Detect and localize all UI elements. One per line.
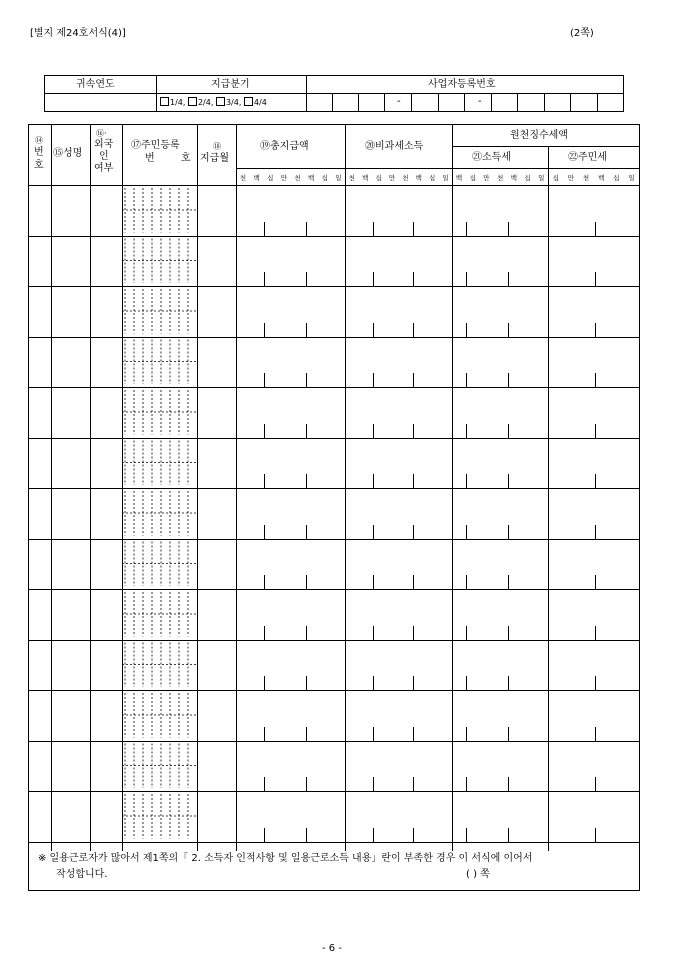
quarter-label: 지급분기 xyxy=(211,79,250,90)
bizno-dash-1: - xyxy=(397,96,401,107)
digit-unit-label: 백 xyxy=(415,174,422,182)
digit-unit-label: 일 xyxy=(628,174,635,182)
quarter-checkbox-1[interactable]: 1/4, xyxy=(160,98,185,107)
note-line1: ※ 일용근로자가 많아서 제1쪽의「 2. 소득자 인적사항 및 일용근로소득 내용」란이 부족한 경우 이 서식에 이어서 xyxy=(38,853,533,864)
form-label: [별지 제24호서식(4)] xyxy=(30,28,126,39)
digit-unit-label: 십 xyxy=(267,174,274,182)
year-label: 귀속연도 xyxy=(76,79,115,90)
digit-unit-label: 백 xyxy=(362,174,369,182)
quarter-checkbox-4[interactable]: 4/4 xyxy=(244,98,267,107)
col18-line1: 지급월 xyxy=(200,153,229,164)
withholding-label: 원천징수세액 xyxy=(510,130,568,141)
digit-unit-label: 천 xyxy=(294,174,301,182)
digit-unit-label: 십 xyxy=(524,174,531,182)
quarter-checkbox-3[interactable]: 3/4, xyxy=(216,98,241,107)
digit-unit-label: 만 xyxy=(567,174,575,182)
col16-mark: ⑯· xyxy=(96,129,107,138)
digit-unit-label: 천 xyxy=(402,174,409,182)
bizno-dash-2: - xyxy=(478,96,482,107)
quarter-checkbox-2[interactable]: 2/4, xyxy=(188,98,213,107)
col19-label: ⑲총지급액 xyxy=(260,141,309,152)
col17-line2a: 번 xyxy=(145,153,155,164)
col20-label: ⑳비과세소득 xyxy=(365,141,424,152)
digit-unit-label: 일 xyxy=(538,174,545,182)
digit-unit-label: 백 xyxy=(455,174,463,182)
col16-line2: 인 xyxy=(99,151,109,162)
note-page-ref: ( ) 쪽 xyxy=(466,869,490,880)
col16-line1: 외국 xyxy=(94,139,114,150)
digit-unit-label: 십 xyxy=(375,174,382,182)
digit-unit-label: 십 xyxy=(321,174,328,182)
bizno-label: 사업자등록번호 xyxy=(428,79,496,90)
digit-unit-label: 백 xyxy=(307,174,315,182)
col22-label: ㉒주민세 xyxy=(568,152,607,163)
col16-line3: 여부 xyxy=(94,163,114,174)
digit-unit-label: 만 xyxy=(280,174,287,182)
col21-label: ㉑소득세 xyxy=(472,152,511,163)
col17-line1: ⑰주민등록 xyxy=(131,140,180,151)
digit-unit-label: 십 xyxy=(469,174,476,182)
digit-unit-label: 십 xyxy=(613,174,620,182)
digit-unit-label: 만 xyxy=(483,174,490,182)
digit-unit-label: 천 xyxy=(348,174,355,182)
col14-line2: 호 xyxy=(34,160,44,171)
digit-unit-label: 십 xyxy=(428,174,436,182)
note-line2: 작성합니다. xyxy=(56,869,108,880)
digit-unit-label: 일 xyxy=(335,174,342,182)
digit-unit-label: 일 xyxy=(442,174,449,182)
digit-unit-label: 십 xyxy=(552,174,559,182)
col15-label: ⑮성명 xyxy=(53,148,83,159)
col18-mark: ⑱ xyxy=(213,142,221,151)
digit-unit-label: 천 xyxy=(497,174,504,182)
digit-unit-label: 천 xyxy=(239,174,247,182)
page-number: - 6 - xyxy=(322,943,342,954)
digit-unit-label: 백 xyxy=(510,174,517,182)
digit-unit-label: 천 xyxy=(582,174,590,182)
digit-unit-label: 백 xyxy=(253,174,260,182)
digit-unit-label: 백 xyxy=(598,174,605,182)
col14-mark: ⑭ xyxy=(35,136,43,145)
col17-line2b: 호 xyxy=(181,153,191,164)
digit-unit-label: 만 xyxy=(388,174,396,182)
col14-line1: 번 xyxy=(34,147,44,158)
page-label: (2쪽) xyxy=(570,28,594,39)
